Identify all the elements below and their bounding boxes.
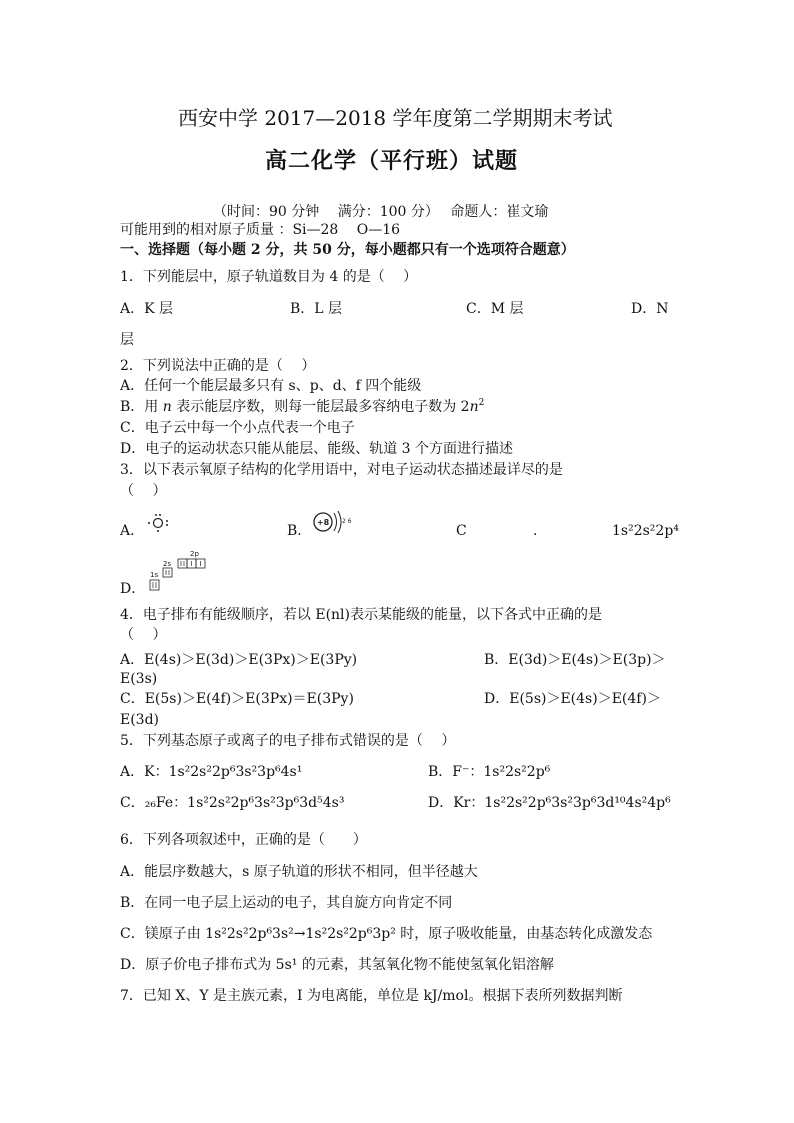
q2-b-mid: 表示能层序数，则每一能层最多容纳电子数为 2 [171,399,470,415]
q5-option-d: D．Kr：1s²2s²2p⁶3s²3p⁶3d¹⁰4s²4p⁶ [428,795,671,811]
q5-stem: 5．下列基态原子或离子的电子排布式错误的是（ ） [120,733,456,749]
q6-option-c: C．镁原子由 1s²2s²2p⁶3s²→1s²2s²2p⁶3p² 时，原子吸收能量，由基态转化成激发态 [120,926,653,942]
q4-option-d: D．E(5s)＞E(4s)＞E(4f)＞ [484,691,661,707]
q4-option-d-cont: E(3d) [120,712,160,728]
q4-option-c: C．E(5s)＞E(4f)＞E(3Px)＝E(3Py) [120,691,354,707]
q3-option-a: A． [120,523,145,539]
q2-option-d: D．电子的运动状态只能从能层、能级、轨道 3 个方面进行描述 [120,441,514,457]
section-heading: 一、选择题（每小题 2 分，共 50 分，每小题都只有一个选项符合题意） [120,242,575,258]
bohr-model-icon [312,509,352,535]
q2-stem: 2．下列说法中正确的是（ ） [120,358,316,374]
q6-option-a: A．能层序数越大，s 原子轨道的形状不相同，但半径越大 [120,864,478,880]
q3-option-b: B． [287,523,312,539]
q1-option-b: B．L 层 [290,301,343,317]
q1-option-c: C．M 层 [466,301,524,317]
q5-option-b: B．F⁻：1s²2s²2p⁶ [428,764,551,780]
q3-option-c-config: 1s²2s²2p⁴ [612,523,679,539]
atomic-mass-line: 可能用到的相对原子质量 ：Si—28 O—16 [120,222,401,238]
exam-title: 西安中学 2017—2018 学年度第二学期期末考试 [178,106,613,130]
q6-option-b: B．在同一电子层上运动的电子，其自旋方向肯定不同 [120,895,453,911]
q1-option-d: D．N [631,301,669,317]
q4-option-b-cont: E(3s) [120,671,158,687]
q2-option-b [120,398,484,416]
q1-option-a: A．K 层 [120,301,174,317]
bohr-shell-counts: 2 6 [342,518,352,525]
q4-option-a: A．E(4s)＞E(3d)＞E(3Px)＞E(3Py) [120,652,358,668]
q5-option-c: C．₂₆Fe：1s²2s²2p⁶3s²3p⁶3d⁵4s³ [120,795,345,811]
q5-option-a: A．K：1s²2s²2p⁶3s²3p⁶4s¹ [120,764,303,780]
electron-dot-diagram-icon [146,512,170,534]
q7-stem: 7．已知 X、Y 是主族元素，I 为电离能，单位是 kJ/mol。根据下表所列数据判断 [120,988,623,1004]
q3-option-c-dot: . [533,523,538,539]
bohr-nucleus: +8 [316,518,330,527]
q3-option-c: C [456,523,467,539]
q2-b-n2: n [469,399,479,415]
orbital-diagram-icon [146,548,216,592]
q2-b-n: n [162,399,172,415]
exam-subtitle: 高二化学（平行班）试题 [265,148,519,174]
q3-option-d: D． [120,581,146,597]
q4-option-b: B．E(3d)＞E(4s)＞E(3p)＞ [484,652,666,668]
q3-stem-cont: （ ） [120,483,167,499]
q3-stem: 3．以下表示氧原子结构的化学用语中，对电子运动状态描述最详尽的是 [120,462,563,478]
q1-option-d-cont: 层 [120,332,134,348]
q6-option-d: D．原子价电子排布式为 5s¹ 的元素，其氢氧化物不能使氢氧化铝溶解 [120,957,554,973]
q2-option-a: A．任何一个能层最多只有 s、p、d、f 四个能级 [120,378,422,394]
orbital-label-1s: 1s [150,571,159,579]
q1-stem: 1．下列能层中，原子轨道数目为 4 的是（ ） [120,269,418,285]
orbital-label-2s: 2s [163,560,172,568]
exam-meta: （时间：90 分钟 满分：100 分） 命题人：崔文瑜 [213,204,549,220]
q2-b-sup: 2 [478,398,485,408]
q4-stem-cont: （ ） [120,627,167,643]
q6-stem: 6．下列各项叙述中，正确的是（ ） [120,832,367,848]
q2-b-pre: B．用 [120,399,163,415]
q2-option-c: C．电子云中每一个小点代表一个电子 [120,420,355,436]
orbital-label-2p: 2p [190,550,199,558]
q4-stem: 4．电子排布有能级顺序，若以 E(nl)表示某能级的能量，以下各式中正确的是 [120,607,602,623]
